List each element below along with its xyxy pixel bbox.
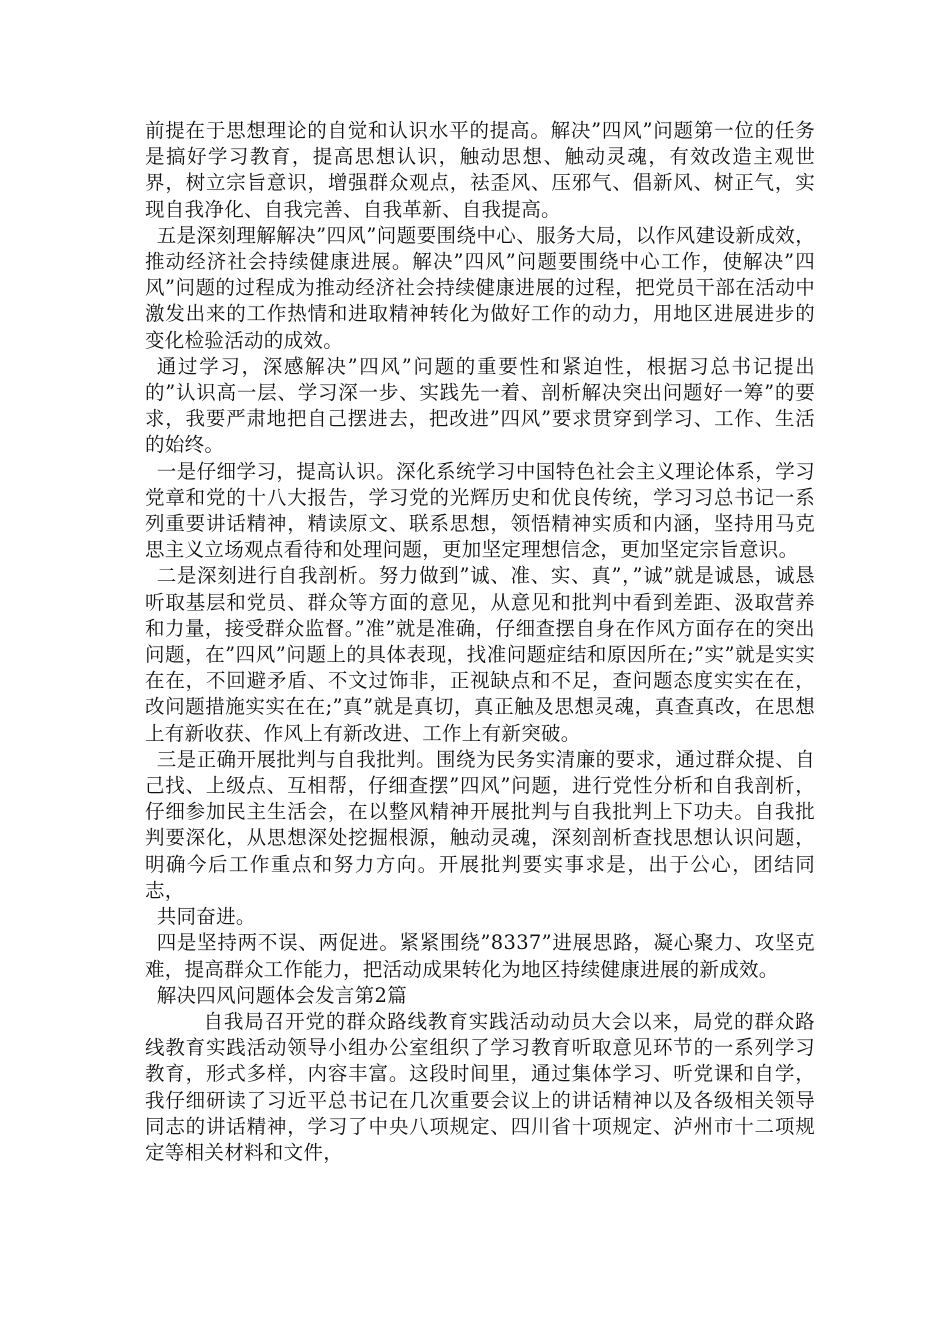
paragraph-6: 三是正确开展批判与自我批判。围绕为民务实清廉的要求，通过群众提、自己找、上级点、互相帮，仔细查摆”四风”问题，进行党性分析和自我剖析，仔细参加民主生活会，在以整风精神开展批判与自我批判上下功夫。自我批判要深化，从思想深处挖掘根源，触动灵魂，深刻剖析查找思想认识问题，明确今后工作重点和努力方向。开展批判要实事求是，出于公心，团结同志， <box>145 747 815 902</box>
document-page <box>145 118 815 1166</box>
paragraph-5: 二是深刻进行自我剖析。努力做到”诚、准、实、真”，”诚”就是诚恳，诚恳听取基层和党员、群众等方面的意见，从意见和批判中看到差距、汲取营养和力量，接受群众监督。”准”就是准确，仔细查摆自身在作风方面存在的突出问题，在”四风”问题上的具体表现，找准问题症结和原因所在;”实”就是实实在在，不回避矛盾、不文过饰非，正视缺点和不足，查问题态度实实在在，改问题措施实实在在;”真”就是真切，真正触及思想灵魂，真查真改，在思想上有新收获、作风上有新改进、工作上有新突破。 <box>145 564 815 745</box>
paragraph-1: 前提在于思想理论的自觉和认识水平的提高。解决”四风”问题第一位的任务是搞好学习教育，提高思想认识，触动思想、触动灵魂，有效改造主观世界，树立宗旨意识，增强群众观点，祛歪风、压邪气、倡新风、树正气，实现自我净化、自我完善、自我革新、自我提高。 <box>145 119 815 221</box>
paragraph-8: 四是坚持两不误、两促进。紧紧围绕”8337”进展思路，凝心聚力、攻坚克难，提高群众工作能力，把活动成果转化为地区持续健康进展的新成效。 <box>145 931 815 981</box>
paragraph-2: 五是深刻理解解决”四风”问题要围绕中心、服务大局，以作风建设新成效，推动经济社会持续健康进展。解决”四风”问题要围绕中心工作，使解决”四风”问题的过程成为推动经济社会持续健康进展的过程，把党员干部在活动中激发出来的工作热情和进取精神转化为做好工作的动力，用地区进展进步的变化检验活动的成效。 <box>145 223 815 352</box>
paragraph-7: 共同奋进。 <box>156 905 256 929</box>
section-heading: 解决四风问题体会发言第2篇 <box>156 983 407 1007</box>
paragraph-9: 自我局召开党的群众路线教育实践活动动员大会以来，局党的群众路线教育实践活动领导小组办公室组织了学习教育听取意见环节的一系列学习教育，形式多样，内容丰富。这段时间里，通过集体学习、听党课和自学，我仔细研读了习近平总书记在几次重要会议上的讲话精神以及各级相关领导同志的讲话精神，学习了中央八项规定、四川省十项规定、泸州市十二项规定等相关材料和文件， <box>145 1009 815 1164</box>
paragraph-3: 通过学习，深感解决”四风”问题的重要性和紧迫性，根据习总书记提出的”认识高一层、学习深一步、实践先一着、剖析解决突出问题好一筹”的要求，我要严肃地把自己摆进去，把改进”四风”要求贯穿到学习、工作、生活的始终。 <box>145 354 815 457</box>
paragraph-4: 一是仔细学习，提高认识。深化系统学习中国特色社会主义理论体系，学习党章和党的十八大报告，学习党的光辉历史和优良传统，学习习总书记一系列重要讲话精神，精读原文、联系思想，领悟精神实质和内涵，坚持用马克思主义立场观点看待和处理问题，更加坚定理想信念，更加坚定宗旨意识。 <box>145 459 815 562</box>
